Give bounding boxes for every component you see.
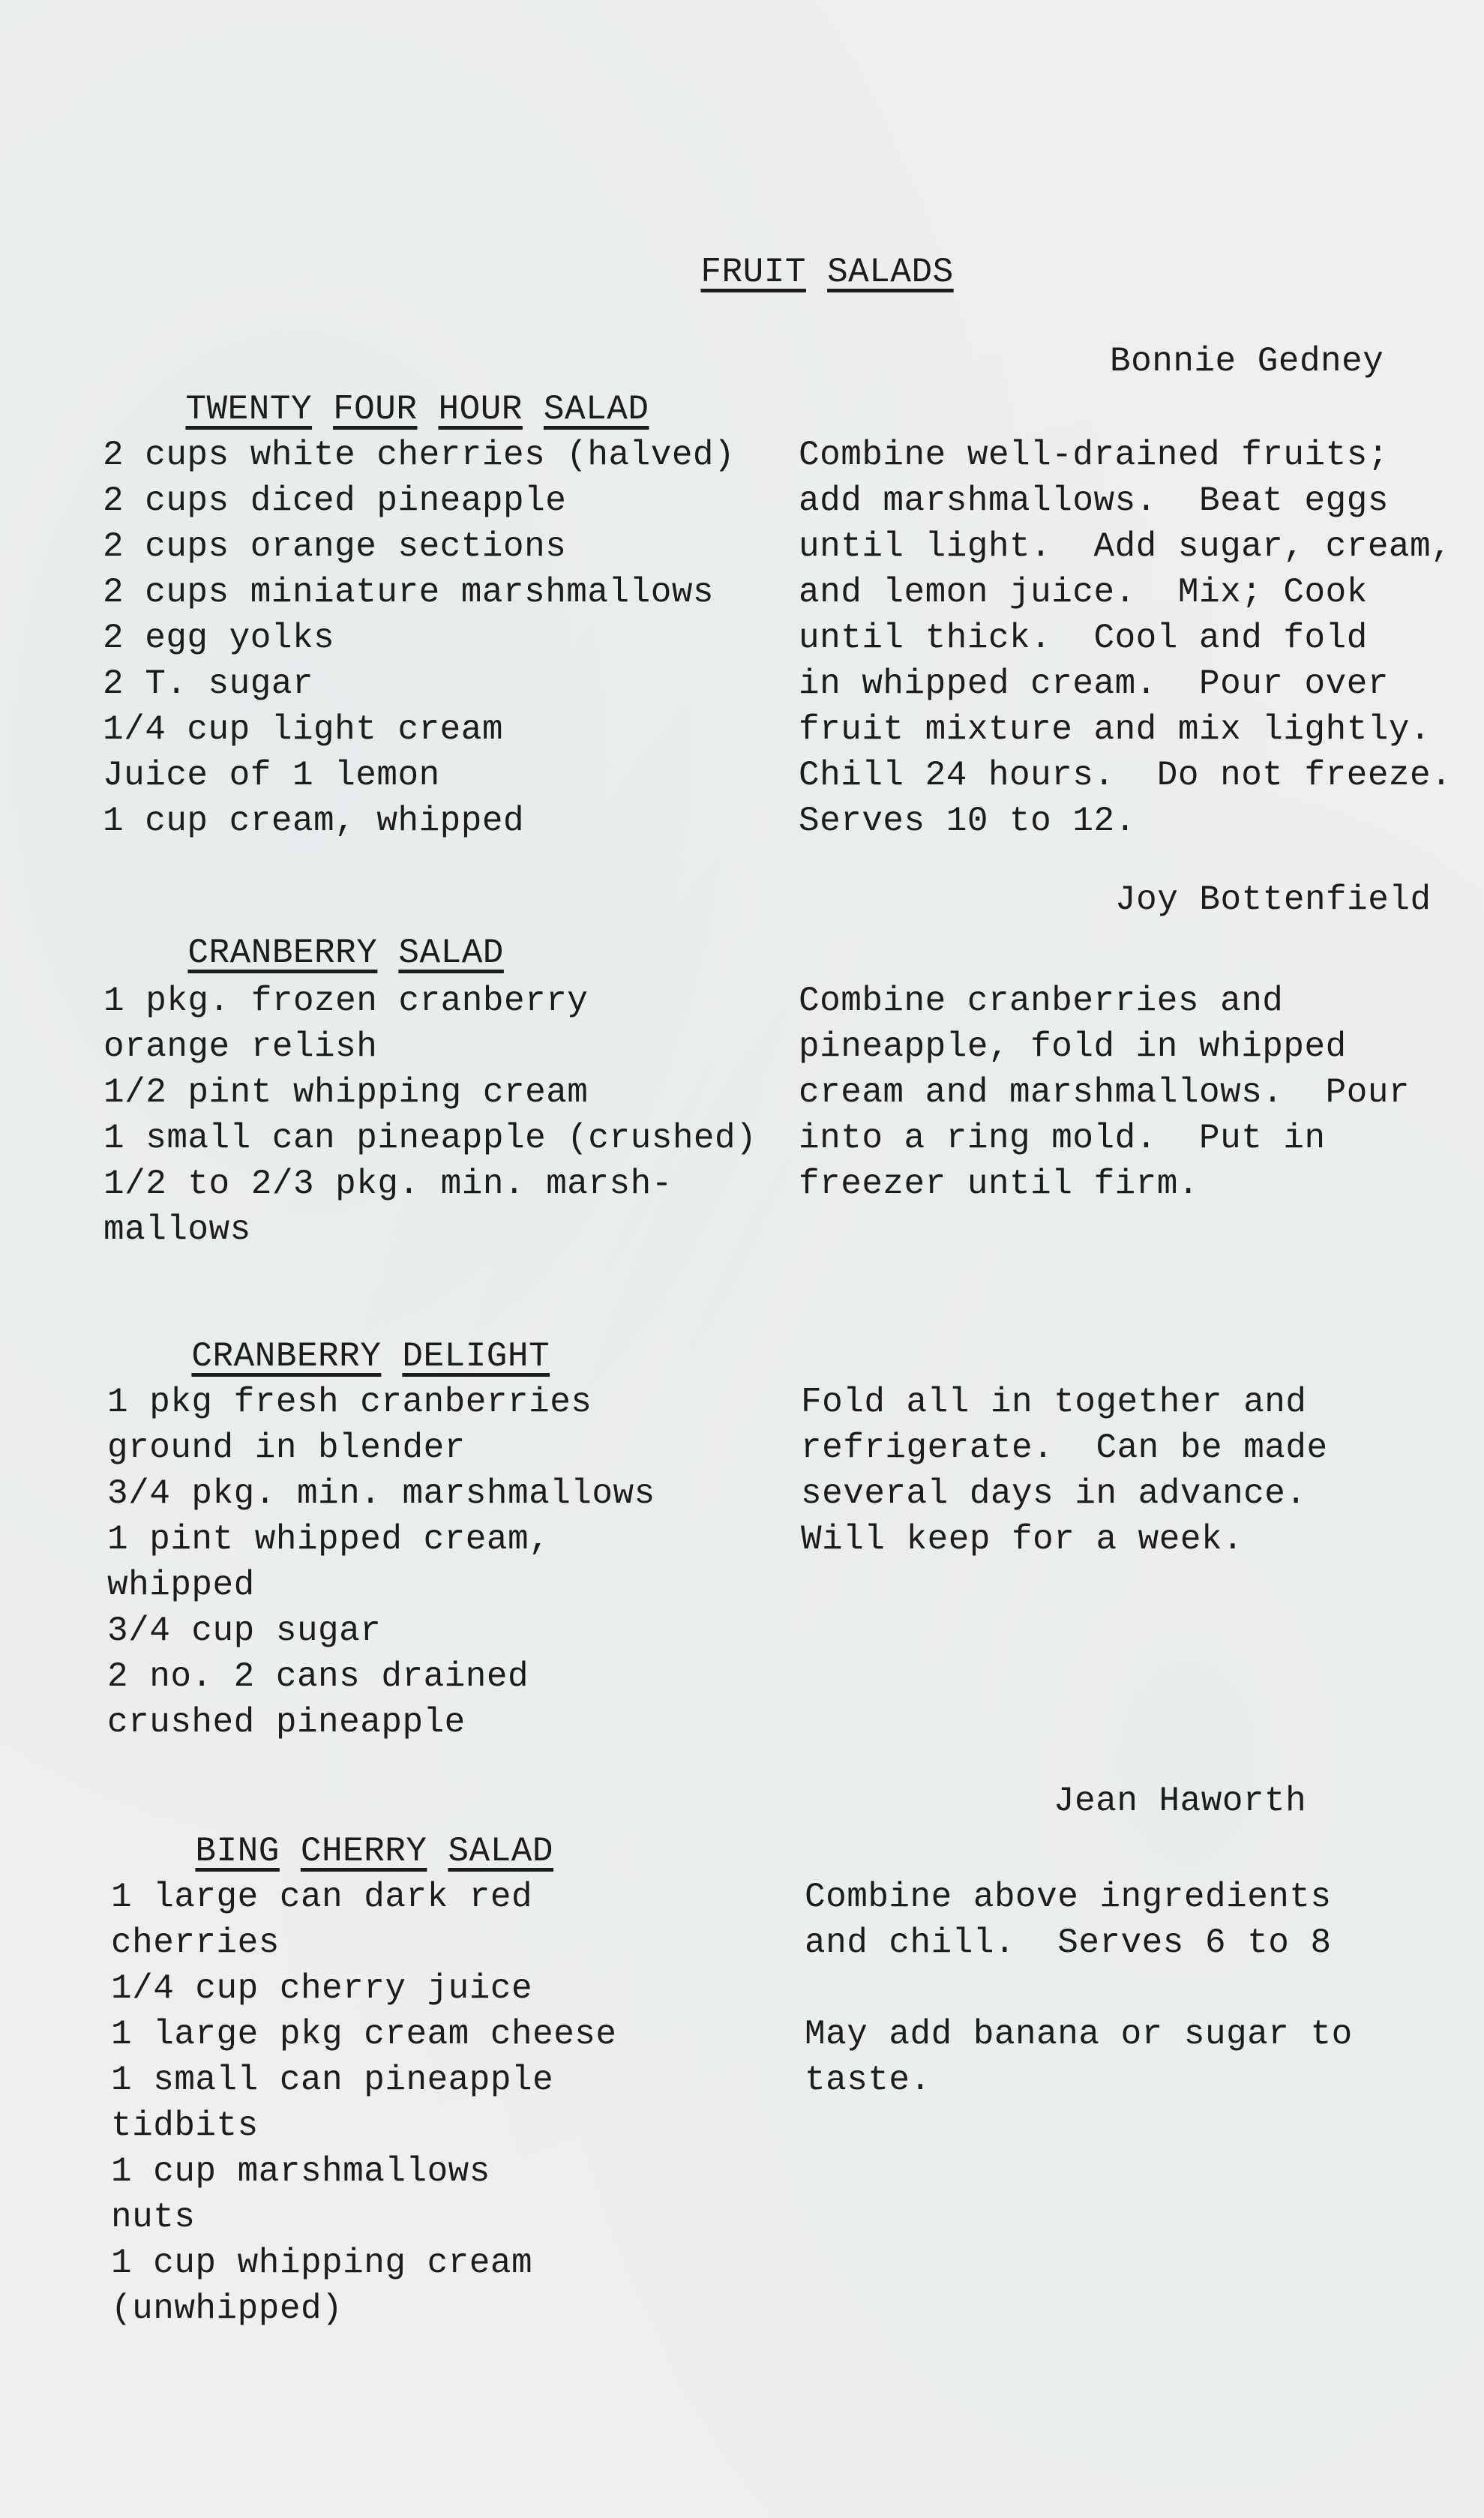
ingredient: 1 pkg fresh cranberries xyxy=(107,1383,592,1422)
direction-line: Combine well-drained fruits; xyxy=(799,436,1389,475)
recipe-title-word: CHERRY xyxy=(300,1832,427,1871)
recipe-title-word: CRANBERRY xyxy=(187,934,378,973)
direction-line: several days in advance. xyxy=(801,1474,1307,1513)
ingredient: 1 cup marshmallows xyxy=(111,2152,490,2191)
ingredient: nuts xyxy=(111,2198,196,2237)
ingredient: 2 cups miniature marshmallows xyxy=(103,573,715,612)
ingredient: crushed pineapple xyxy=(107,1703,466,1742)
page-title-word: SALADS xyxy=(827,253,954,292)
ingredient: 2 cups orange sections xyxy=(103,527,567,566)
ingredient: 1 large pkg cream cheese xyxy=(111,2015,617,2054)
directions xyxy=(799,433,1452,844)
recipe-title-word: SALAD xyxy=(543,390,649,429)
recipe-title-word: SALAD xyxy=(398,934,504,973)
direction-line: freezer until firm. xyxy=(799,1165,1199,1204)
direction-line: into a ring mold. Put in xyxy=(799,1119,1326,1158)
ingredient: 2 T. sugar xyxy=(103,664,314,703)
direction-line: Fold all in together and xyxy=(801,1383,1307,1422)
direction-line: in whipped cream. Pour over xyxy=(799,664,1389,703)
ingredient: 2 cups white cherries (halved) xyxy=(103,436,736,475)
ingredient: orange relish xyxy=(103,1027,378,1066)
ingredient-list xyxy=(103,979,757,1253)
ingredient-list xyxy=(107,1380,655,1746)
direction-line: and lemon juice. Mix; Cook xyxy=(799,573,1368,612)
ingredient: 3/4 cup sugar xyxy=(107,1611,382,1650)
ingredient: 3/4 pkg. min. marshmallows xyxy=(107,1474,655,1513)
direction-line: add marshmallows. Beat eggs xyxy=(799,481,1389,520)
direction-line: Combine above ingredients xyxy=(805,1878,1332,1917)
direction-line xyxy=(805,1966,1353,2012)
ingredient: 1 small can pineapple xyxy=(111,2061,554,2100)
ingredient: mallows xyxy=(103,1210,251,1249)
ingredient: whipped xyxy=(107,1566,255,1605)
ingredient: 1 pkg. frozen cranberry xyxy=(103,982,589,1021)
direction-line: Serves 10 to 12. xyxy=(799,802,1136,841)
recipe-author: Jean Haworth xyxy=(1054,1782,1307,1821)
ingredient: Juice of 1 lemon xyxy=(103,756,440,795)
direction-line: cream and marshmallows. Pour xyxy=(799,1073,1411,1112)
direction-line: pineapple, fold in whipped xyxy=(799,1027,1347,1066)
direction-line: May add banana or sugar to xyxy=(805,2015,1353,2054)
ingredient: cherries xyxy=(111,1923,280,1962)
ingredient: ground in blender xyxy=(107,1428,466,1467)
ingredient: 1/4 cup light cream xyxy=(103,710,503,749)
ingredient: 1 cup cream, whipped xyxy=(103,802,525,841)
recipe-title-word: FOUR xyxy=(333,390,418,429)
directions xyxy=(801,1380,1328,1563)
direction-line: Combine cranberries and xyxy=(799,982,1284,1021)
ingredient: 2 no. 2 cans drained xyxy=(107,1657,529,1696)
ingredient: 1/2 pint whipping cream xyxy=(103,1073,589,1112)
ingredient: 1 large can dark red xyxy=(111,1878,533,1917)
ingredient: 1/4 cup cherry juice xyxy=(111,1969,533,2008)
recipe-author: Bonnie Gedney xyxy=(1110,342,1384,381)
ingredient: 2 cups diced pineapple xyxy=(103,481,567,520)
ingredient: 1 small can pineapple (crushed) xyxy=(103,1119,757,1158)
recipe-title-word: HOUR xyxy=(438,390,523,429)
ingredient: 1 cup whipping cream xyxy=(111,2244,533,2283)
directions xyxy=(799,979,1410,1207)
direction-line: refrigerate. Can be made xyxy=(801,1428,1328,1467)
recipe-title-word: DELIGHT xyxy=(402,1337,550,1376)
direction-line: until light. Add sugar, cream, xyxy=(799,527,1453,566)
ingredient-list xyxy=(111,1875,617,2332)
direction-line: and chill. Serves 6 to 8 xyxy=(805,1923,1332,1962)
page-title-word: FRUIT xyxy=(700,253,806,292)
ingredient: tidbits xyxy=(111,2106,259,2145)
direction-line: fruit mixture and mix lightly. xyxy=(799,710,1432,749)
recipe-title-word: BING xyxy=(195,1832,280,1871)
direction-line: Chill 24 hours. Do not freeze. xyxy=(799,756,1453,795)
direction-line: until thick. Cool and fold xyxy=(799,619,1368,658)
ingredient: (unwhipped) xyxy=(111,2289,343,2328)
directions xyxy=(805,1875,1353,2103)
recipe-author: Joy Bottenfield xyxy=(1115,880,1432,919)
recipe-title-word: CRANBERRY xyxy=(191,1337,382,1376)
recipe-title-word: SALAD xyxy=(448,1832,554,1871)
direction-line: taste. xyxy=(805,2061,931,2100)
ingredient: 1 pint whipped cream, xyxy=(107,1520,550,1559)
page-title xyxy=(616,204,954,341)
recipe-title-word: TWENTY xyxy=(185,390,313,429)
ingredient: 2 egg yolks xyxy=(103,619,335,658)
direction-line: Will keep for a week. xyxy=(801,1520,1244,1559)
ingredient: 1/2 to 2/3 pkg. min. marsh- xyxy=(103,1165,673,1204)
ingredient-list xyxy=(103,433,735,844)
